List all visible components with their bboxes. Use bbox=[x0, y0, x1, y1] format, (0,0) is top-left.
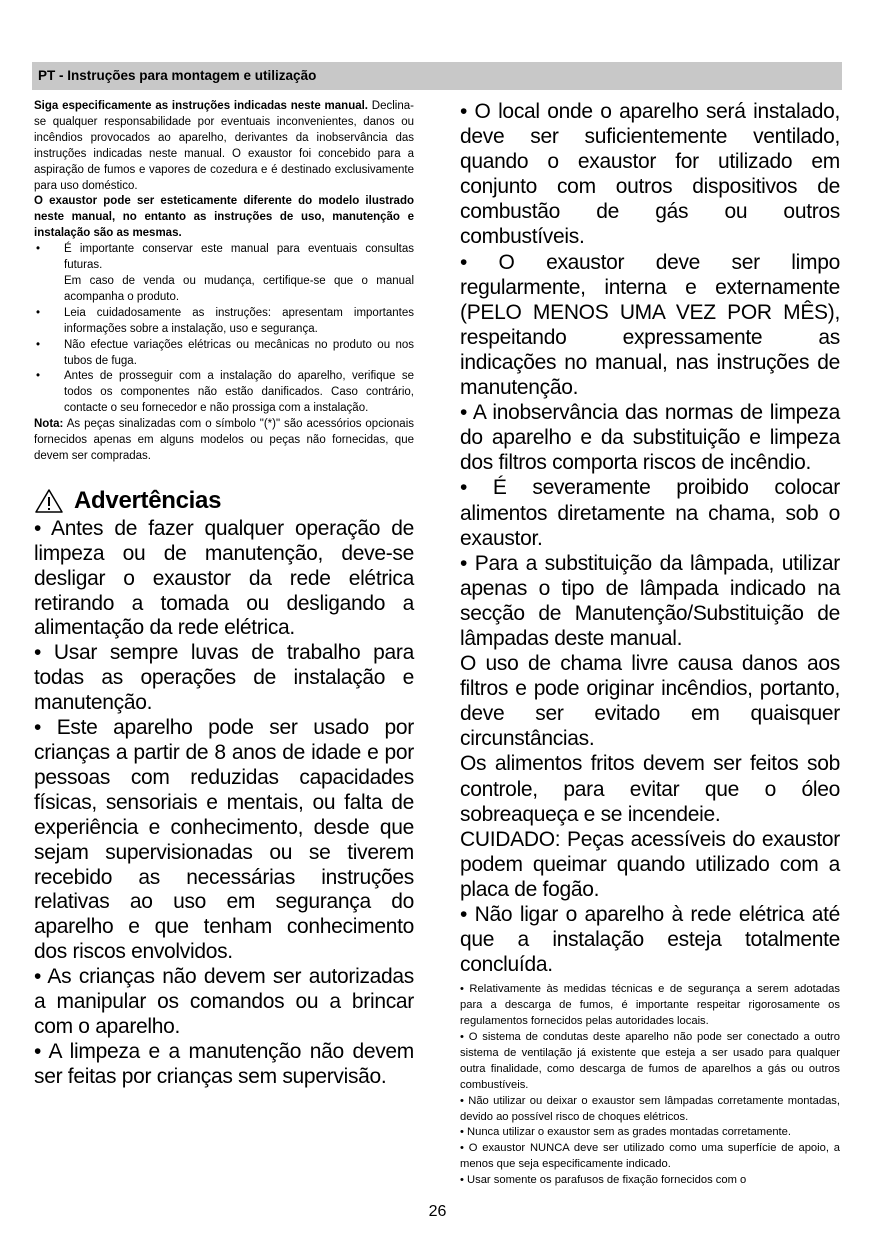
safety-note: • Nunca utilizar o exaustor sem as grades montadas corretamente. bbox=[460, 1126, 791, 1139]
aesthetic-bold: O exaustor pode ser esteticamente diferente do modelo ilustrado neste manual, no entanto as instruções de uso, manutenção e instalação são as mesmas. bbox=[34, 195, 414, 240]
warning-item: • Não ligar o aparelho à rede elétrica até que a instalação esteja totalmente concluída. bbox=[460, 903, 840, 977]
warning-item: • O exaustor deve ser limpo regularmente, interna e externamente (PELO MENOS UMA VEZ POR MÊS), respeitando expressamente as indicações no manual, nas instruções de manutenção. bbox=[460, 250, 840, 400]
list-item: • É importante conservar este manual para eventuais consultas futuras. Em caso de venda ou mudança, certifique-se que o manual acompanha o produto. bbox=[36, 243, 414, 303]
warning-item: • As crianças não devem ser autorizadas a manipular os comandos ou a brincar com o aparelho. bbox=[34, 965, 414, 1038]
warnings-title: Advertências bbox=[74, 486, 222, 514]
warning-item: • Este aparelho pode ser usado por crianças a partir de 8 anos de idade e por pessoas com reduzidas capacidades físicas, sensoriais e mentais, ou falta de experiência e conhecimento, desde que sejam supervisionadas ou se tiverem recebido as necessárias instruções relativas ao uso em segurança do aparelho e que tenham conhecimento dos riscos envolvidos. bbox=[34, 716, 414, 964]
warning-item: • O local onde o aparelho será instalado, deve ser suficientemente ventilado, quando o exaustor for utilizado em conjunto com outros dispositivos de combustão de gás ou outros combustíveis. bbox=[460, 100, 840, 249]
note-paragraph bbox=[34, 417, 414, 465]
left-column bbox=[34, 99, 414, 1090]
safety-note: • Não utilizar ou deixar o exaustor sem lâmpadas corretamente montadas, devido ao possível risco de choques elétricos. bbox=[460, 1094, 840, 1123]
aesthetic-note bbox=[34, 194, 414, 242]
note-label: Nota: bbox=[34, 418, 64, 431]
warning-item: Os alimentos fritos devem ser feitos sob controle, para evitar que o óleo sobreaqueça e se incendeie. bbox=[460, 752, 840, 826]
intro-bullet-list bbox=[34, 242, 414, 417]
section-header-bar bbox=[32, 62, 842, 90]
list-item: • Não efectue variações elétricas ou mecânicas no produto ou nos tubos de fuga. bbox=[36, 338, 414, 367]
safety-note: • Usar somente os parafusos de fixação fornecidos com o bbox=[460, 1174, 747, 1187]
warning-item: • Usar sempre luvas de trabalho para todas as operações de instalação e manutenção. bbox=[34, 641, 414, 715]
warning-item: • Para a substituição da lâmpada, utilizar apenas o tipo de lâmpada indicado na secção de Manutenção/Substituição de lâmpadas deste manual. bbox=[460, 551, 840, 650]
warning-item: O uso de chama livre causa danos aos filtros e pode originar incêndios, portanto, deve ser evitado em quaisquer circunstâncias. bbox=[460, 652, 840, 751]
list-item: • Leia cuidadosamente as instruções: apresentam importantes informações sobre a instalação, uso e segurança. bbox=[36, 306, 414, 335]
warning-item: • A inobservância das normas de limpeza do aparelho e da substituição e limpeza dos filtros comporta riscos de incêndio. bbox=[460, 401, 840, 475]
right-column bbox=[460, 99, 840, 1189]
intro-bold: Siga especificamente as instruções indicadas neste manual. bbox=[34, 100, 369, 112]
safety-note: • O exaustor NUNCA deve ser utilizado como uma superfície de apoio, a menos que seja especificamente indicado. bbox=[460, 1142, 840, 1171]
warning-triangle-icon bbox=[34, 488, 64, 514]
note-text: As peças sinalizadas com o símbolo "(*)" são acessórios opcionais fornecidos apenas em alguns modelos ou peças não fornecidas, que devem ser compradas. bbox=[34, 418, 414, 462]
warning-item: CUIDADO: Peças acessíveis do exaustor podem queimar quando utilizado com a placa de fogão. bbox=[460, 827, 840, 901]
section-title: PT - Instruções para montagem e utilização bbox=[38, 68, 317, 83]
warning-item: • A limpeza e a manutenção não devem ser feitas por crianças sem supervisão. bbox=[34, 1039, 414, 1088]
page-number: 26 bbox=[428, 1203, 447, 1220]
warning-item: • Antes de fazer qualquer operação de limpeza ou de manutenção, deve-se desligar o exaustor da rede elétrica retirando a tomada ou desligando a alimentação da rede elétrica. bbox=[34, 516, 414, 640]
safety-note: • Relativamente às medidas técnicas e de segurança a serem adotadas para a descarga de fumos, é importante respeitar rigorosamente os regulamentos fornecidos pelas autoridades locais. bbox=[460, 983, 840, 1028]
warning-item: • É severamente proibido colocar alimentos diretamente na chama, sob o exaustor. bbox=[460, 476, 840, 550]
warnings-heading bbox=[34, 487, 414, 515]
intro-text: Declina-se qualquer responsabilidade por eventuais inconvenientes, danos ou incêndios provocados ao aparelho, derivantes da inobservância das instruções indicadas neste manual. O exaustor foi concebido para a aspiração de fumos e vapores de cozedura e é destinado exclusivamente para uso doméstico. bbox=[34, 100, 414, 192]
list-item: • Antes de prosseguir com a instalação do aparelho, verifique se todos os componentes não estão danificados. Caso contrário, contacte o seu fornecedor e não prossiga com a instalação. bbox=[36, 370, 414, 415]
intro-paragraph bbox=[34, 99, 414, 194]
safety-note: • O sistema de condutas deste aparelho não pode ser conectado a outro sistema de ventilação já existente que esteja a ser usado para qualquer outra finalidade, como descarga de fumos de aparelhos a gás ou outros combustíveis. bbox=[460, 1031, 840, 1091]
